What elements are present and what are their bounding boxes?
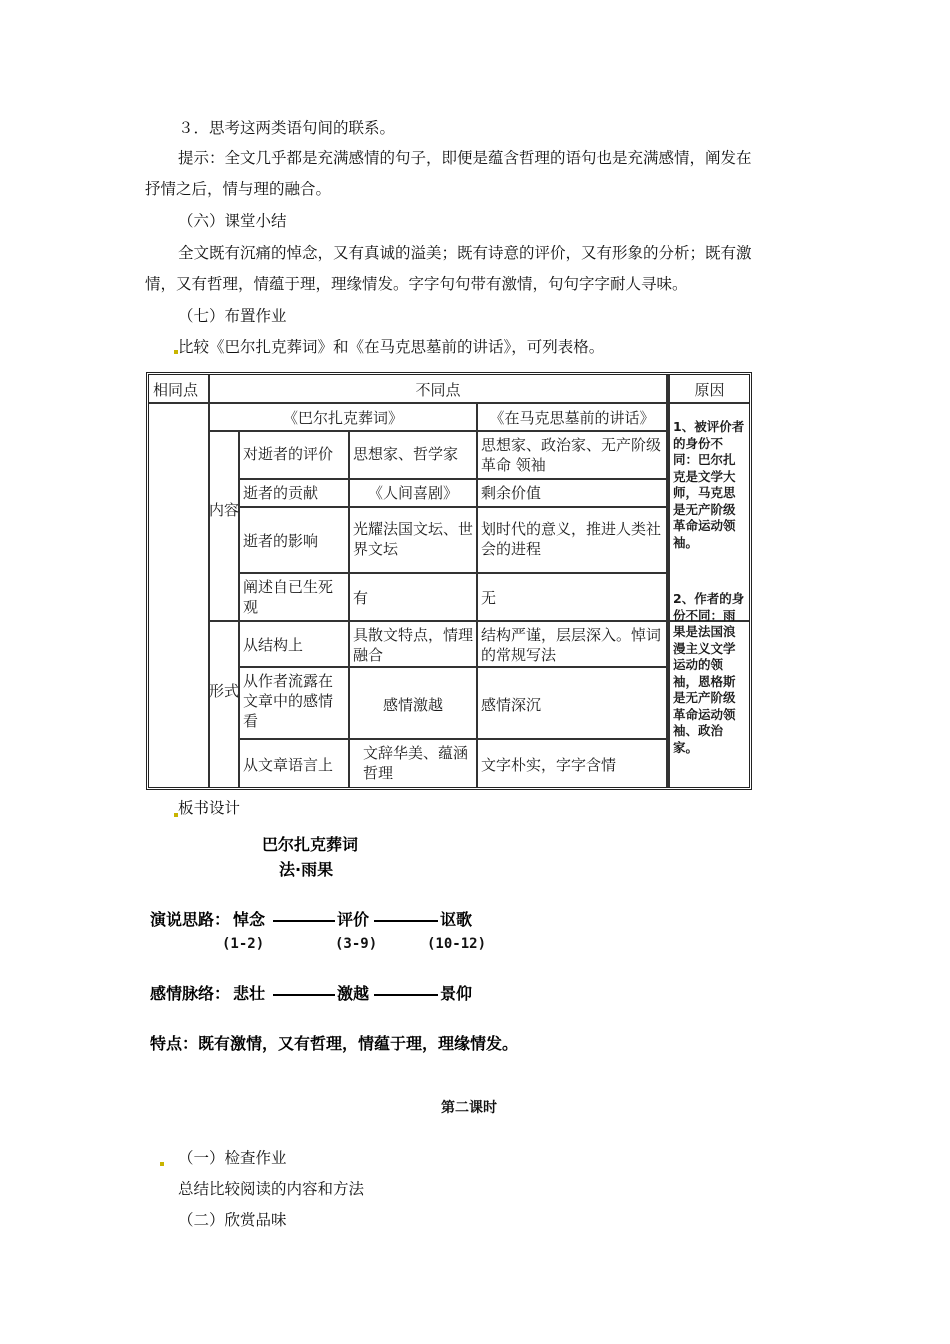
text-line: 总结比较阅读的内容和方法 — [178, 1180, 365, 1198]
board-author: 法·雨果 — [279, 860, 334, 879]
row-label: 对逝者的评价 — [243, 445, 334, 463]
cell-marx: 划时代的意义，推进人类社会的进程 — [481, 520, 662, 558]
cell-balzac: 有 — [353, 589, 369, 607]
cell-balzac: 文辞华美、蕴涵哲理 — [363, 744, 469, 782]
lesson-title: 第二课时 — [441, 1100, 497, 1116]
text-line: 抒情之后，情与理的融合。 — [145, 180, 332, 198]
reason-2: 2、作者的身份不同：雨果是法国浪漫主义文学运动的领袖，恩格斯是无产阶级革命运动领袖、政治家。 — [673, 591, 745, 755]
header-reason: 原因 — [694, 381, 725, 399]
path-range: (3-9) — [335, 936, 378, 952]
section-heading: （七）布置作业 — [178, 307, 287, 325]
cell-marx: 剩余价值 — [481, 484, 542, 502]
cell-marx: 感情深沉 — [481, 696, 542, 714]
reason-1: 1、被评价者的身份不同：巴尔扎克是文学大师，马克思是无产阶级革命运动领袖。 — [673, 419, 745, 550]
cell-marx: 结构严谨，层层深入。悼词的常规写法 — [481, 626, 662, 664]
section-heading: （二）欣赏品味 — [178, 1211, 287, 1229]
header-same: 相同点 — [153, 381, 199, 399]
board-feature: 特点：既有激情，又有哲理，情蕴于理，理缘情发。 — [150, 1034, 519, 1053]
board-heading: 板书设计 — [178, 799, 241, 817]
group-content: 内容 — [209, 501, 239, 519]
path-label: 演说思路： — [150, 910, 231, 929]
cell-marx: 文字朴实，字字含情 — [481, 756, 617, 774]
path-step: 讴歌 — [440, 910, 473, 929]
emotion-step: 激越 — [337, 984, 370, 1003]
row-label: 逝者的影响 — [243, 532, 319, 550]
text-line: 提示：全文几乎都是充满感情的句子，即便是蕴含哲理的语句也是充满感情，阐发在 — [178, 149, 752, 167]
emotion-step: 悲壮 — [233, 984, 266, 1003]
path-step: 悼念 — [233, 910, 266, 929]
row-label: 阐述自已生死观 — [243, 578, 334, 616]
emotion-step: 景仰 — [440, 984, 473, 1003]
cell-balzac: 感情激越 — [382, 696, 443, 714]
path-step: 评价 — [337, 910, 370, 929]
marker-dot — [160, 1162, 164, 1166]
path-range: (10-12) — [427, 936, 487, 952]
connector-line — [273, 994, 335, 996]
cell-balzac: 光耀法国文坛、世界文坛 — [353, 520, 474, 558]
cell-balzac: 具散文特点，情理融合 — [353, 626, 474, 664]
text-line: 情，又有哲理，情蕴于理，理缘情发。字字句句带有激情，句句字字耐人寻味。 — [145, 275, 688, 293]
cell-balzac: 《人间喜剧》 — [367, 484, 458, 502]
text-line: ３．思考这两类语句间的联系。 — [178, 119, 396, 137]
text-line: 比较《巴尔扎克葬词》和《在马克思墓前的讲话》，可列表格。 — [178, 338, 605, 356]
connector-line — [374, 994, 438, 996]
board-title: 巴尔扎克葬词 — [262, 835, 359, 854]
connector-line — [273, 920, 335, 922]
text-line: 全文既有沉痛的悼念，又有真诚的溢美；既有诗意的评价，又有形象的分析；既有激 — [178, 244, 752, 262]
row-label: 从作者流露在文章中的感情看 — [243, 672, 334, 730]
cell-balzac: 思想家、哲学家 — [353, 445, 459, 463]
emotion-label: 感情脉络： — [150, 984, 231, 1003]
row-label: 从结构上 — [243, 636, 304, 654]
header-different: 不同点 — [415, 381, 461, 399]
group-form: 形式 — [209, 682, 239, 700]
cell-marx: 思想家、政治家、无产阶级革命 领袖 — [481, 436, 662, 474]
row-label: 从文章语言上 — [243, 756, 334, 774]
comparison-table — [146, 372, 752, 790]
cell-marx: 无 — [481, 589, 497, 607]
section-heading: （一）检查作业 — [178, 1149, 287, 1167]
section-heading: （六）课堂小结 — [178, 212, 287, 230]
column-balzac: 《巴尔扎克葬词》 — [282, 409, 403, 427]
path-range: (1-2) — [222, 936, 265, 952]
row-label: 逝者的贡献 — [243, 484, 319, 502]
column-marx: 《在马克思墓前的讲话》 — [489, 409, 655, 427]
connector-line — [374, 920, 438, 922]
